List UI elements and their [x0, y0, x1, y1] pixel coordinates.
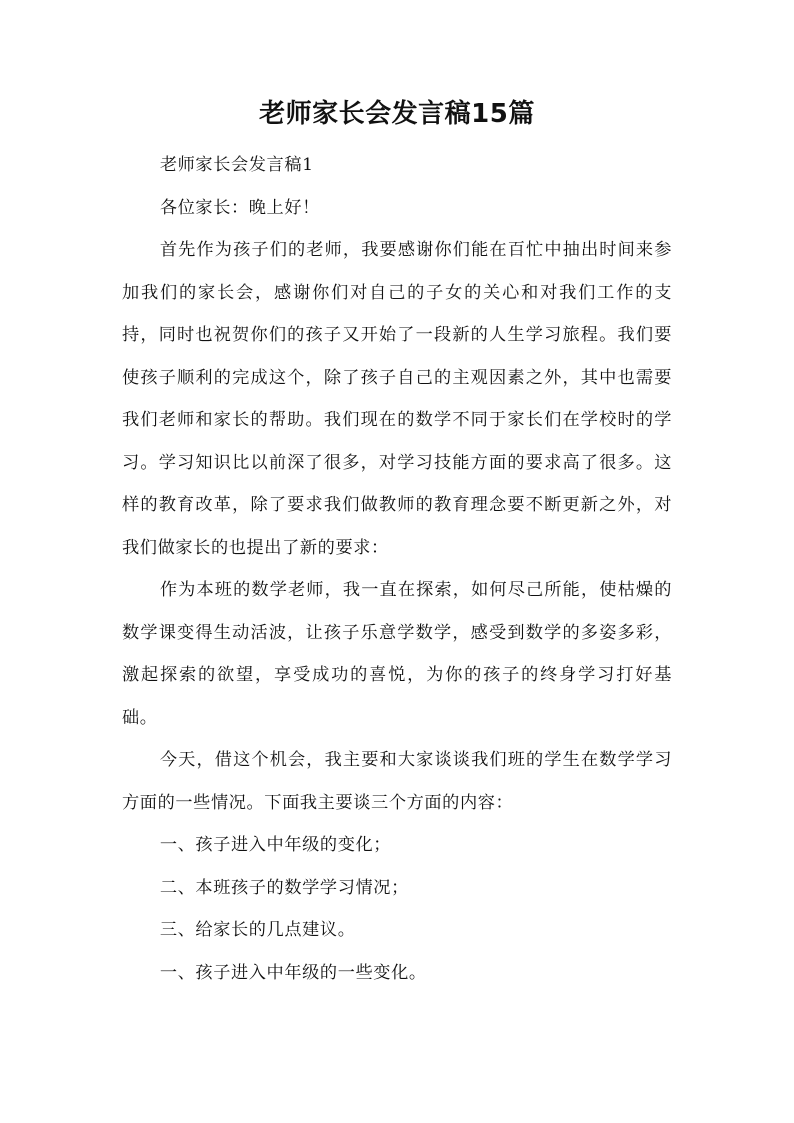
list-item: 三、给家长的几点建议。: [159, 920, 356, 940]
salutation: 各位家长：晚上好！: [159, 197, 320, 218]
body-paragraph: 今天，借这个机会，我主要和大家谈谈我们班的学生在数学学习方面的一些情况。下面我主要谈三个方面的内容：: [122, 750, 672, 813]
subsection-heading: 一、孩子进入中年级的一些变化。: [159, 962, 427, 983]
document-body: [122, 144, 672, 994]
body-paragraph: 首先作为孩子们的老师，我要感谢你们能在百忙中抽出时间来参加我们的家长会，感谢你们对自己的子女的关心和对我们工作的支持，同时也祝贺你们的孩子又开始了一段新的人生学习旅程。我们要使孩子顺利的完成这个，除了孩子自己的主观因素之外，其中也需要我们老师和家长的帮助。我们现在的数学不同于家长们在学校时的学习。学习知识比以前深了很多，对学习技能方面的要求高了很多。这样的教育改革，除了要求我们做教师的教育理念要不断更新之外，对我们做家长的也提出了新的要求：: [122, 240, 672, 558]
document-title: 老师家长会发言稿15篇: [259, 99, 535, 129]
body-paragraph: 作为本班的数学老师，我一直在探索，如何尽己所能，使枯燥的数学课变得生动活波，让孩子乐意学数学，感受到数学的多姿多彩，激起探索的欲望，享受成功的喜悦，为你的孩子的终身学习打好基础。: [122, 580, 672, 728]
list-item: 二、本班孩子的数学学习情况；: [159, 877, 409, 898]
section-heading: 老师家长会发言稿1: [159, 155, 314, 175]
list-item: 一、孩子进入中年级的变化；: [159, 835, 392, 855]
